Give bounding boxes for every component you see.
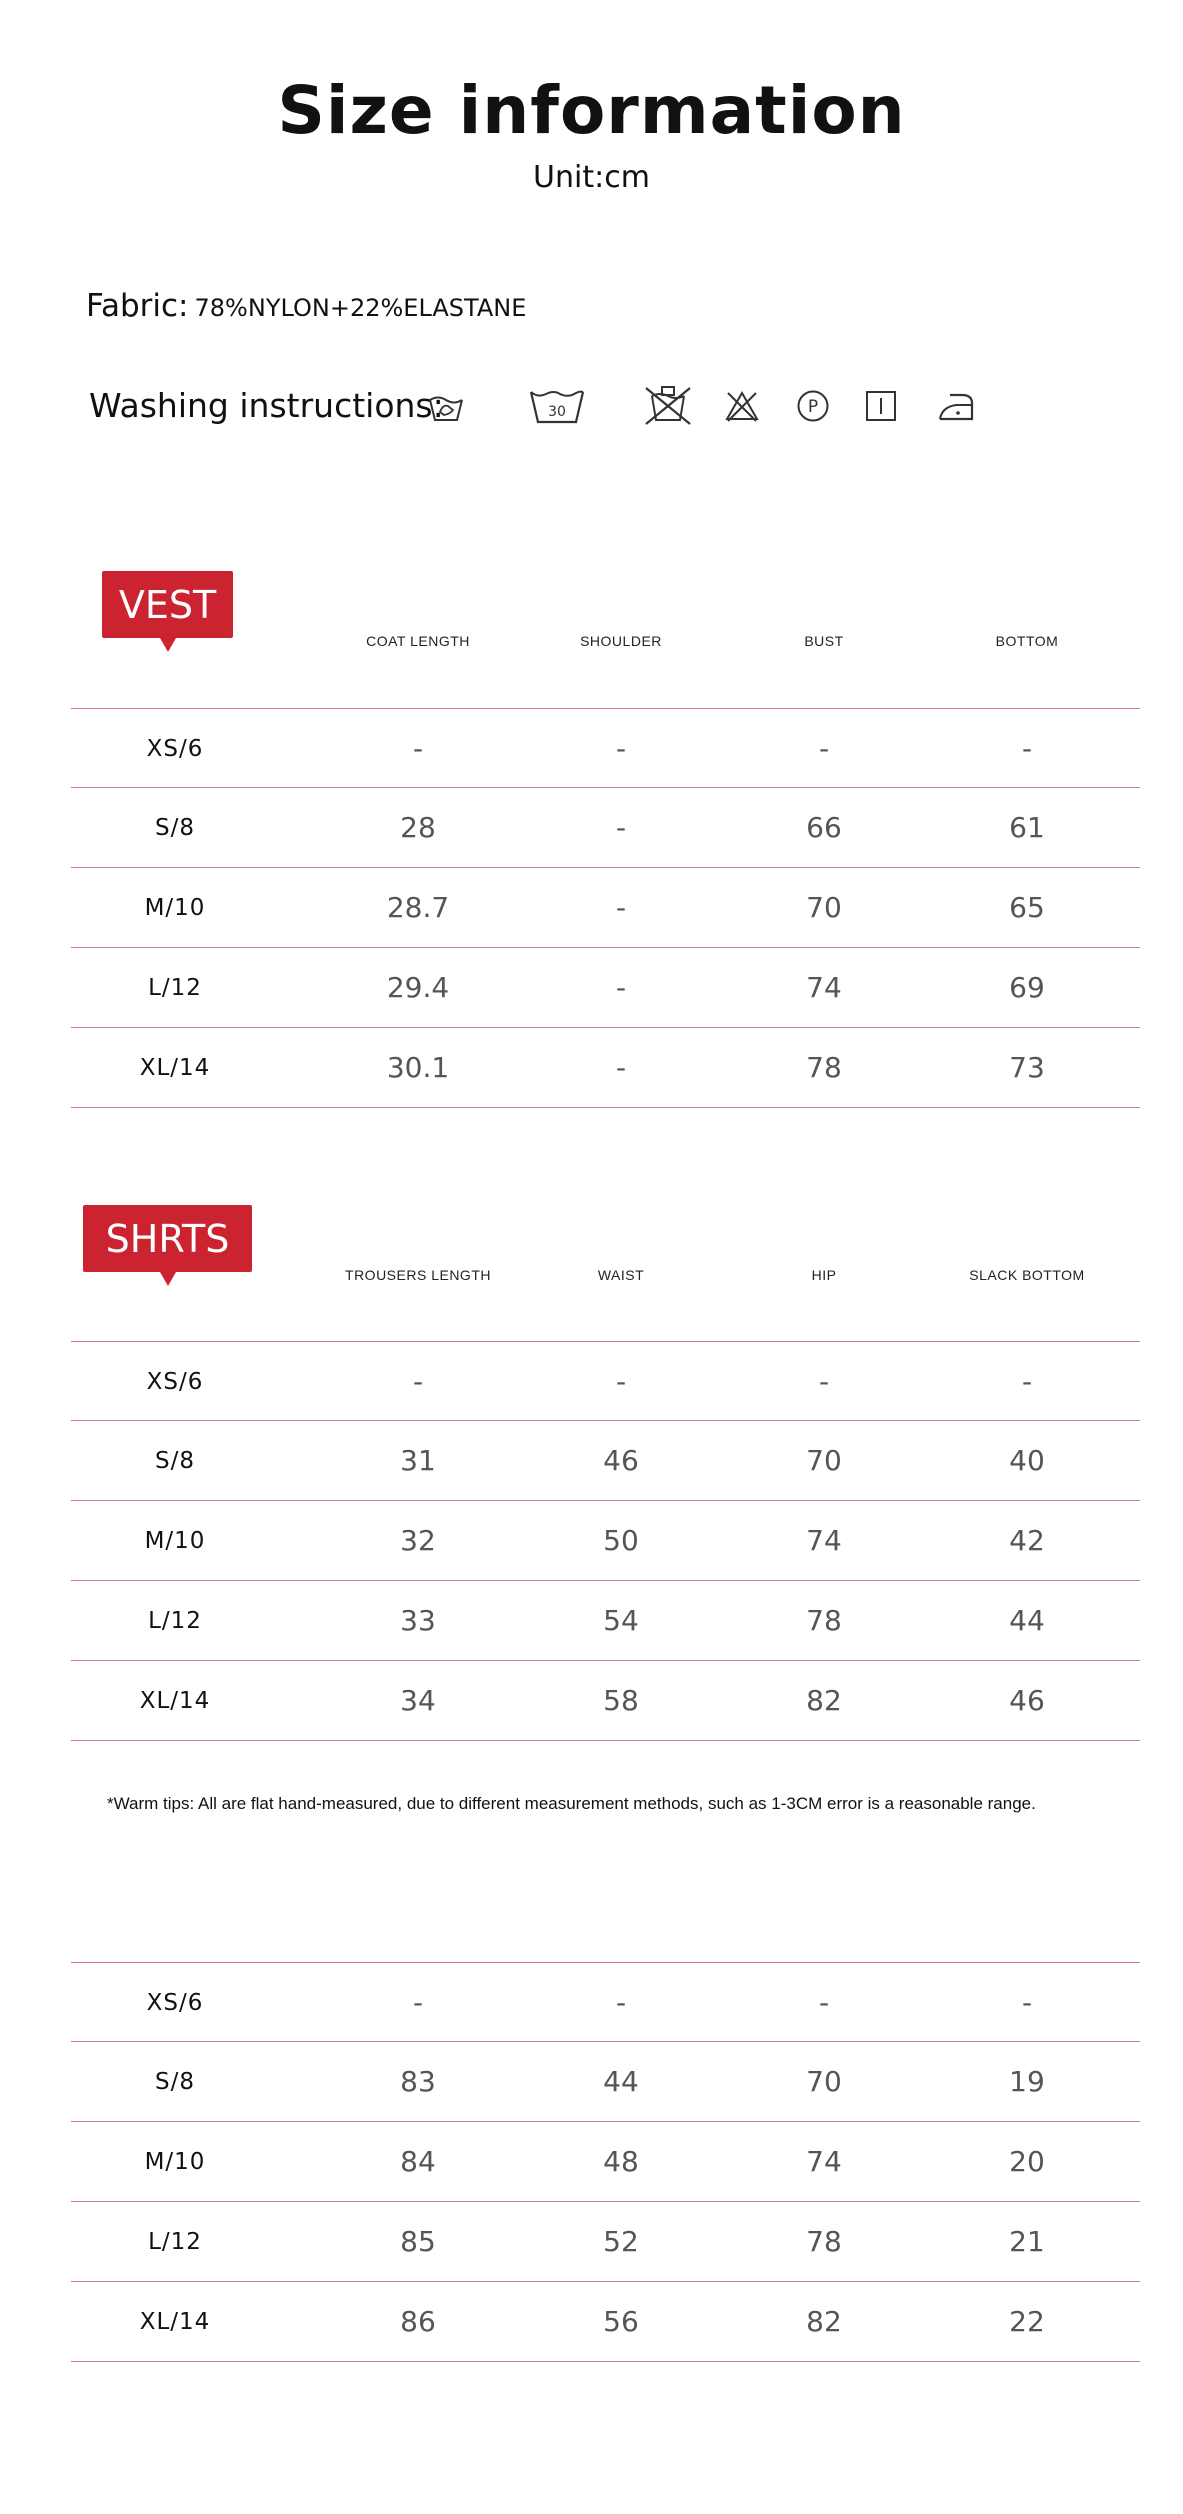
table-cell: 44 [603,2065,639,2098]
table-cell: 82 [806,2305,842,2338]
page-title: Size information [277,72,906,149]
size-label: L/12 [148,1608,202,1634]
table-cell: 50 [603,1524,639,1557]
no-tumble-dry-icon [644,384,692,426]
table-row [71,2122,1140,2202]
shorts-table [71,1341,1140,1741]
table-cell: 34 [400,1684,436,1717]
size-label: XS/6 [146,736,204,762]
no-bleach-icon [724,389,760,423]
table-cell: 40 [1009,1444,1045,1477]
dry-clean-p-icon [796,389,830,423]
table-row [71,2282,1140,2362]
table-row [71,1501,1140,1581]
shorts-header: TROUSERS LENGTH [345,1267,491,1283]
fabric-value: 78%NYLON+22%ELASTANE [194,294,527,322]
table-cell: 70 [806,891,842,924]
table-cell: - [615,1986,627,2019]
table-row [71,1962,1140,2042]
table-cell: 65 [1009,891,1045,924]
size-label: S/8 [155,815,195,841]
size-label: XS/6 [146,1990,204,2016]
table-cell: 46 [1009,1684,1045,1717]
vest-header: BUST [804,633,844,649]
table-cell: 82 [806,1684,842,1717]
table-cell: - [818,1986,830,2019]
size-label: M/10 [144,1528,206,1554]
table-cell: - [615,1051,627,1084]
table-cell: - [1021,1986,1033,2019]
table-cell: - [1021,732,1033,765]
vest-header: SHOULDER [580,633,662,649]
table-cell: 56 [603,2305,639,2338]
table-cell: 78 [806,1051,842,1084]
warm-tips: *Warm tips: All are flat hand-measured, due to different measurement methods, such as 1-3CM error is a reasonable range. [107,1794,1036,1813]
table-cell: - [615,971,627,1004]
table-cell: - [818,1365,830,1398]
fabric-info [86,288,526,324]
table-cell: 28 [400,811,436,844]
vest-table [71,708,1140,1108]
table-cell: 86 [400,2305,436,2338]
size-label: L/12 [148,975,202,1001]
third-table [71,1962,1140,2362]
table-cell: - [412,1365,424,1398]
table-cell: 33 [400,1604,436,1637]
table-cell: 22 [1009,2305,1045,2338]
vest-header: COAT LENGTH [366,633,470,649]
table-cell: 20 [1009,2145,1045,2178]
wash-30-icon [528,386,586,426]
table-cell: 69 [1009,971,1045,1004]
table-cell: 70 [806,2065,842,2098]
table-cell: 52 [603,2225,639,2258]
table-cell: 42 [1009,1524,1045,1557]
table-cell: 73 [1009,1051,1045,1084]
washing-label: Washing instructions: [89,386,444,425]
shorts-tag: SHRTS [83,1205,252,1272]
table-cell: 31 [400,1444,436,1477]
table-row [71,1661,1140,1741]
table-cell: 30.1 [386,1051,450,1084]
table-cell: - [818,732,830,765]
size-label: S/8 [155,1448,195,1474]
table-row [71,2042,1140,2122]
fabric-label: Fabric: [86,288,189,324]
table-cell: - [615,1365,627,1398]
table-cell: - [412,1986,424,2019]
vest-header: BOTTOM [995,633,1059,649]
dry-clean-letter: P [807,397,819,417]
table-cell: - [412,732,424,765]
size-label: XL/14 [139,1688,211,1714]
table-cell: 21 [1009,2225,1045,2258]
size-label: M/10 [144,2149,206,2175]
table-cell: 44 [1009,1604,1045,1637]
table-row [71,948,1140,1028]
table-cell: 58 [603,1684,639,1717]
table-cell: - [1021,1365,1033,1398]
table-row [71,1421,1140,1501]
table-cell: 78 [806,1604,842,1637]
table-cell: 70 [806,1444,842,1477]
wash-temp-text: 30 [548,404,566,420]
shorts-header: WAIST [597,1267,645,1283]
unit-label: Unit:cm [533,160,650,195]
table-cell: - [615,891,627,924]
size-label: M/10 [144,895,206,921]
shorts-header: SLACK BOTTOM [969,1267,1085,1283]
table-row [71,708,1140,788]
table-cell: 66 [806,811,842,844]
size-label: XL/14 [139,2309,211,2335]
table-cell: 78 [806,2225,842,2258]
table-cell: 54 [603,1604,639,1637]
table-row [71,2202,1140,2282]
iron-low-icon [936,389,976,423]
table-cell: 83 [400,2065,436,2098]
table-cell: 85 [400,2225,436,2258]
size-label: XL/14 [139,1055,211,1081]
size-label: XS/6 [146,1369,204,1395]
table-cell: 29.4 [386,971,450,1004]
table-cell: 74 [806,971,842,1004]
hand-wash-icon [426,390,466,426]
table-cell: 46 [603,1444,639,1477]
table-cell: - [615,811,627,844]
table-cell: - [615,732,627,765]
table-row [71,1028,1140,1108]
table-cell: 61 [1009,811,1045,844]
table-cell: 74 [806,1524,842,1557]
line-dry-icon [864,389,898,423]
table-row [71,1581,1140,1661]
table-cell: 48 [603,2145,639,2178]
table-row [71,1341,1140,1421]
size-label: L/12 [148,2229,202,2255]
table-cell: 28.7 [386,891,450,924]
table-cell: 74 [806,2145,842,2178]
table-cell: 19 [1009,2065,1045,2098]
vest-tag: VEST [102,571,233,638]
table-row [71,868,1140,948]
size-label: S/8 [155,2069,195,2095]
table-cell: 84 [400,2145,436,2178]
shorts-header: HIP [811,1267,837,1283]
table-cell: 32 [400,1524,436,1557]
table-row [71,788,1140,868]
